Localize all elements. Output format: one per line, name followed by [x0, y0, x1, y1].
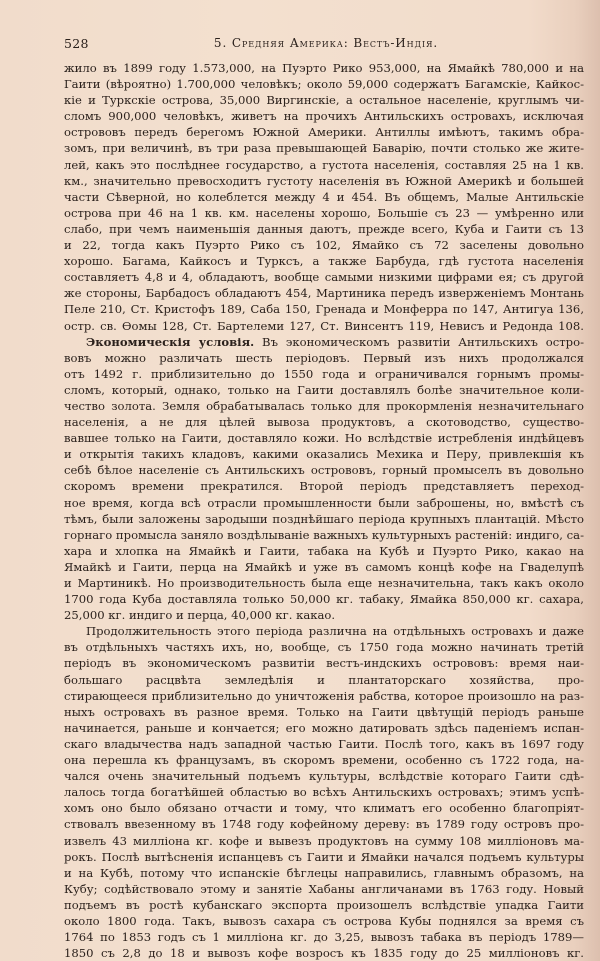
- text-line: [64, 269, 584, 285]
- line-text: составляетъ 4,8 и 4, обладаютъ, вообще самыми низкими цифрами ея; съ другой: [64, 270, 584, 285]
- line-text: извелъ 43 милліона кг. кофе и вывезъ продуктовъ на сумму 108 милліоновъ ма-: [64, 833, 584, 848]
- text-line: [64, 350, 584, 366]
- line-text: км., значительно превосходитъ густоту населенія въ Южной Америкѣ и большей: [64, 173, 584, 188]
- line-text: Кубу; содѣйствовало этому и занятіе Хабаны англичанами въ 1763 году. Новый: [64, 881, 584, 896]
- line-text: лалось тогда богатѣйшей областью во всѣхъ Антильскихъ островахъ; этимъ успѣ-: [64, 785, 584, 800]
- line-text: періодъ въ экономическомъ развитіи вестъ-индскихъ острововъ: время наи-: [64, 656, 584, 671]
- text-line: [64, 92, 584, 108]
- line-text: чество золота. Земля обрабатывалась только для прокормленія незначительнаго: [64, 398, 584, 413]
- text-line: [64, 720, 584, 736]
- line-text: себѣ бѣлое населеніе съ Антильскихъ острововъ, горный промыселъ въ довольно: [64, 463, 584, 478]
- line-text: 1850 съ 2,8 до 18 и вывозъ кофе возросъ къ 1835 году до 25 милліоновъ кг.: [64, 946, 584, 961]
- line-text: населенія, а не для цѣлей вывоза продуктовъ, а скотоводство, существо-: [64, 415, 584, 430]
- text-line: [64, 108, 584, 124]
- text-line: [64, 945, 584, 961]
- text-line: [64, 382, 584, 398]
- text-line: [64, 318, 584, 334]
- line-text: 25,000 кг. индиго и перца, 40,000 кг. какао.: [64, 608, 336, 623]
- text-line: [64, 849, 584, 865]
- text-line: [64, 478, 584, 494]
- text-line: [64, 655, 584, 671]
- line-text: жило въ 1899 году 1.573,000, на Пуэрто Рико 953,000, на Ямайкѣ 780,000 и на: [64, 61, 584, 75]
- line-text: рокъ. Послѣ вытѣсненія испанцевъ съ Гаити и Ямайки начался подъемъ культуры: [64, 849, 584, 864]
- text-line: [64, 639, 584, 655]
- text-line: [64, 833, 584, 849]
- line-text: отъ 1492 г. приблизительно до 1550 года и ограничивался горнымъ промы-: [64, 366, 584, 381]
- text-line: [64, 897, 584, 913]
- text-line: [64, 752, 584, 768]
- text-line: [64, 430, 584, 446]
- text-line: [64, 495, 584, 511]
- text-line: [64, 60, 584, 76]
- text-line: [64, 173, 584, 189]
- line-text: Продолжительность этого періода различна на отдѣльныхъ островахъ и даже: [86, 624, 584, 639]
- line-text: зомъ, при величинѣ, въ три раза превышающей Баварію, почти столько же жите-: [64, 141, 584, 156]
- line-text: лей, какъ это послѣднее государство, а густота населенія, составляя 25 на 1 кв.: [64, 157, 584, 172]
- text-line: [64, 543, 584, 559]
- text-line: [64, 575, 584, 591]
- line-text: ное время, когда всѣ отрасли промышленности были заброшены, но, вмѣстѣ съ: [64, 495, 584, 510]
- line-text: Ямайкѣ и Гаити, перца на Ямайкѣ и уже въ самомъ концѣ кофе на Гваделупѣ: [64, 559, 584, 574]
- text-line: [64, 301, 584, 317]
- line-text: части Сѣверной, но колеблется между 4 и 454. Въ общемъ, Малые Антильскіе: [64, 189, 584, 204]
- line-text: ныхъ островахъ въ разное время. Только на Гаити цвѣтущій періодъ раньше: [64, 704, 584, 719]
- text-line: [64, 76, 584, 92]
- text-line: [64, 124, 584, 140]
- line-text: стирающееся приблизительно до уничтоженія рабства, которое произошло на раз-: [64, 688, 584, 703]
- line-text: острововъ передъ берегомъ Южной Америки. Антиллы имѣютъ, такимъ обра-: [64, 125, 584, 140]
- text-line: [64, 865, 584, 881]
- text-line: [64, 784, 584, 800]
- text-line: [64, 929, 584, 945]
- text-line: [64, 334, 584, 350]
- line-text: острова при 46 на 1 кв. км. населены хорошо, Большіе съ 23 — умѣренно или: [64, 205, 584, 220]
- text-line: [64, 623, 584, 639]
- section-heading: Экономическія условія.: [86, 334, 255, 349]
- line-text: чался очень значительный подъемъ культуры, вслѣдствіе котораго Гаити сдѣ-: [64, 769, 584, 784]
- text-line: [64, 607, 584, 623]
- line-text: подъемъ въ ростѣ кубанскаго экспорта произошелъ вслѣдствіе упадка Гаити: [64, 897, 584, 912]
- text-line: [64, 559, 584, 575]
- line-text: хорошо. Багама, Кайкосъ и Турксъ, а также Барбуда, гдѣ густота населенія: [64, 254, 584, 269]
- text-line: [64, 591, 584, 607]
- text-line: [64, 366, 584, 382]
- line-text: остр. св. Ѳомы 128, Ст. Бартелеми 127, Ст. Винсентъ 119, Невисъ и Редонда 108.: [64, 318, 584, 333]
- text-line: [64, 157, 584, 173]
- line-text: скоромъ времени прекратился. Второй періодъ представляетъ переход-: [64, 479, 584, 494]
- page-body: [64, 60, 584, 961]
- line-text: и 22, тогда какъ Пуэрто Рико съ 102, Ямайко съ 72 заселены довольно: [64, 238, 584, 253]
- text-line: [64, 237, 584, 253]
- text-line: [64, 189, 584, 205]
- text-line: [64, 398, 584, 414]
- line-text: и на Кубѣ, потому что испанскіе бѣглецы направились, главнымъ образомъ, на: [64, 865, 584, 880]
- text-line: [64, 672, 584, 688]
- text-line: [64, 140, 584, 156]
- line-text: сломъ 900,000 человѣкъ, живетъ на прочихъ Антильскихъ островахъ, исключая: [64, 109, 584, 124]
- line-text: тѣмъ, были заложены зародыши позднѣйшаго періода крупныхъ плантацій. Мѣсто: [64, 511, 584, 526]
- text-line: [64, 800, 584, 816]
- line-text: сломъ, который, однако, только на Гаити доставлялъ болѣе значительное коли-: [64, 382, 584, 397]
- text-line: [64, 913, 584, 929]
- line-text: и открытія такихъ кладовъ, какими оказались Мехика и Перу, привлекшія къ: [64, 447, 584, 462]
- line-text: ствовалъ ввезенному въ 1748 году кофейному дереву: въ 1789 году островъ про-: [64, 817, 584, 832]
- text-line: [64, 285, 584, 301]
- text-line: [64, 511, 584, 527]
- line-text: Въ экономическомъ развитіи Антильскихъ остро-: [254, 334, 584, 349]
- text-line: [64, 253, 584, 269]
- text-line: [64, 462, 584, 478]
- line-text: кіе и Туркскіе острова, 35,000 Виргинскіе, а остальное населеніе, круглымъ чи-: [64, 93, 584, 108]
- line-text: 1764 по 1853 годъ съ 1 милліона кг. до 3,25, вывозъ табака въ періодъ 1789—: [64, 930, 584, 945]
- text-line: [64, 704, 584, 720]
- line-text: скаго владычества надъ западной частью Гаити. Послѣ того, какъ въ 1697 году: [64, 736, 584, 751]
- text-line: [64, 446, 584, 462]
- line-text: 1700 года Куба доставляла только 50,000 кг. табаку, Ямайка 850,000 кг. сахара,: [64, 592, 584, 607]
- line-text: вовъ можно различать шесть періодовъ. Первый изъ нихъ продолжался: [64, 350, 584, 365]
- text-line: [64, 881, 584, 897]
- line-text: она перешла къ французамъ, въ скоромъ времени, особенно съ 1722 года, на-: [64, 753, 584, 768]
- page-number: 528: [64, 36, 89, 51]
- line-text: же стороны, Барбадосъ обладаютъ 454, Мартиника передъ изверженіемъ Монтань: [64, 286, 584, 301]
- line-text: и Мартиникѣ. Но производительность была еще незначительна, такъ какъ около: [64, 576, 584, 590]
- running-head: 5. Средняя Америка: Вестъ-Индія.: [213, 36, 439, 50]
- line-text: большаго расцвѣта земледѣлія и плантаторскаго хозяйства, про-: [64, 672, 584, 687]
- text-line: [64, 768, 584, 784]
- line-text: около 1800 года. Такъ, вывозъ сахара съ острова Кубы поднялся за время съ: [64, 913, 584, 928]
- text-line: [64, 527, 584, 543]
- line-text: начинается, раньше и кончается; его можно датировать здѣсь паденіемъ испан-: [64, 720, 584, 735]
- line-text: Пеле 210, Ст. Кристофъ 189, Саба 150, Гренада и Монферра по 147, Антигуа 136,: [64, 302, 584, 317]
- text-line: [64, 205, 584, 221]
- text-line: [64, 816, 584, 832]
- line-text: горнаго промысла заняло воздѣлываніе важныхъ культурныхъ растеній: индиго, са-: [64, 527, 584, 542]
- line-text: хомъ оно было обязано отчасти и тому, что климатъ его особенно благопріят-: [64, 801, 584, 816]
- line-text: слабо, при чемъ наименьшія данныя даютъ, прежде всего, Куба и Гаити съ 13: [64, 221, 584, 236]
- line-text: Гаити (вѣроятно) 1.700,000 человѣкъ; около 59,000 содержатъ Багамскіе, Кайкос-: [64, 77, 584, 92]
- line-text: въ отдѣльныхъ частяхъ ихъ, но, вообще, съ 1750 года можно начинать третій: [64, 640, 584, 655]
- text-line: [64, 414, 584, 430]
- line-text: вавшее только на Гаити, доставляло кожи. Но вслѣдствіе истребленія индѣйцевъ: [64, 431, 584, 446]
- text-line: [64, 688, 584, 704]
- text-line: [64, 736, 584, 752]
- page-header: [64, 36, 584, 52]
- text-line: [64, 221, 584, 237]
- line-text: хара и хлопка на Ямайкѣ и Гаити, табака на Кубѣ и Пуэрто Рико, какао на: [64, 543, 584, 558]
